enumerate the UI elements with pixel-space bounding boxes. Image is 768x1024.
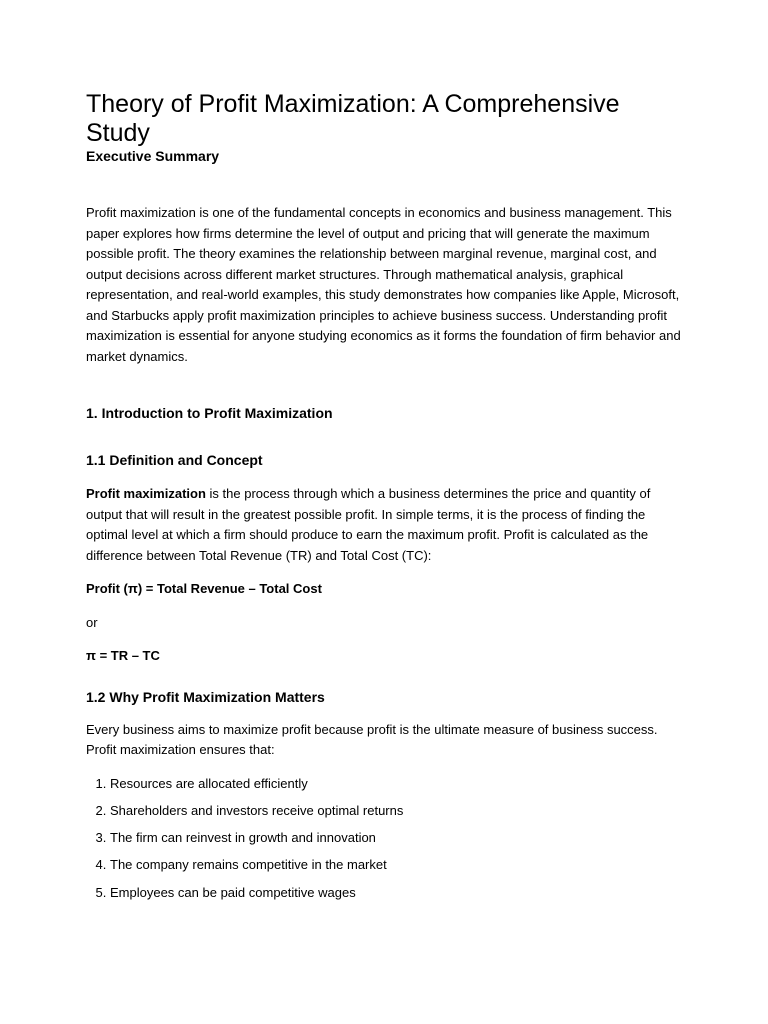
section-1-1-heading: 1.1 Definition and Concept (86, 452, 263, 468)
profit-formula-short: π = TR – TC (86, 648, 160, 663)
section-1-heading: 1. Introduction to Profit Maximization (86, 405, 333, 421)
list-item: 4. The company remains competitive in the market (110, 855, 686, 876)
profit-formula: Profit (π) = Total Revenue – Total Cost (86, 581, 322, 596)
why-matters-paragraph: Every business aims to maximize profit because profit is the ultimate measure of business success. Profit maximization ensures that: (86, 721, 658, 757)
section-1-2-heading: 1.2 Why Profit Maximization Matters (86, 688, 325, 705)
list-item: 2. Shareholders and investors receive optimal returns (110, 801, 686, 822)
list-item: 1. Resources are allocated efficiently (110, 774, 686, 795)
document-title: Theory of Profit Maximization: A Comprehensive Study (86, 90, 620, 147)
or-text: or (86, 614, 98, 630)
reasons-list (86, 774, 686, 904)
summary-paragraph: Profit maximization is one of the fundamental concepts in economics and business management. This paper explores how firms determine the level of output and pricing that will generate the maximum possible profit. The theory examines the relationship between marginal revenue, marginal cost, and output decisions across different market structures. Through mathematical analysis, graphical representation, and real-world examples, this study demonstrates how companies like Apple, Microsoft, and Starbucks apply profit maximization principles to achieve business success. Understanding profit maximization is essential for anyone studying economics as it forms the foundation of firm behavior and market dynamics. (86, 205, 681, 364)
definition-bold-lead: Profit maximization (86, 486, 206, 501)
definition-paragraph (86, 484, 686, 566)
executive-summary-heading: Executive Summary (86, 148, 220, 164)
list-item: 3. The firm can reinvest in growth and innovation (110, 828, 686, 849)
definition-text: is the process through which a business determines the price and quantity of output that will result in the greatest possible profit. In simple terms, it is the process of finding the optimal level at which a firm should produce to earn the maximum profit. Profit is calculated as the difference between Total Revenue (TR) and Total Cost (TC): (86, 486, 651, 563)
list-item: 5. Employees can be paid competitive wages (110, 883, 686, 904)
